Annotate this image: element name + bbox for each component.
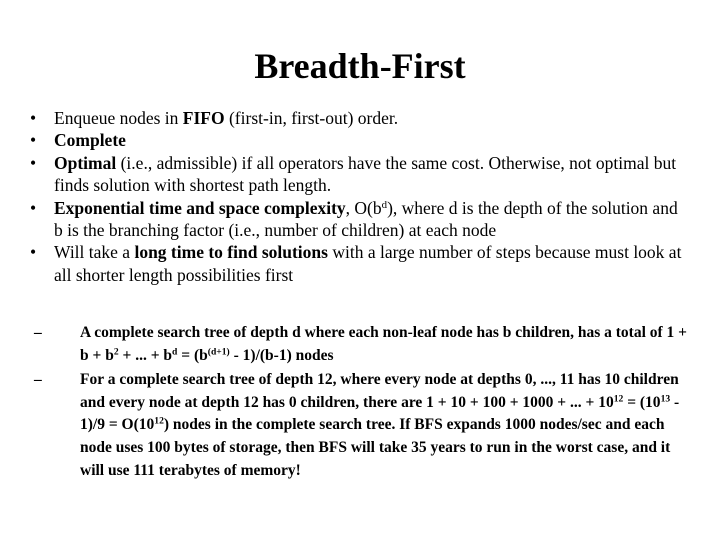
superscript: 13 xyxy=(660,393,671,405)
bullet-text: (first-in, first-out) order. xyxy=(224,108,399,128)
sub-bullet-marker: – xyxy=(34,371,42,389)
bullet-text: Will take a xyxy=(54,242,135,263)
sub-bullet-text: A complete search tree of depth d where each non-leaf node has b children, has a total of 1 + b + b xyxy=(80,324,687,364)
bullet-marker: • xyxy=(30,242,37,263)
bullet-marker: • xyxy=(30,130,37,151)
sub-bullet-marker: – xyxy=(34,324,42,341)
superscript: d xyxy=(172,346,178,358)
bullet-complexity xyxy=(30,197,690,242)
sub-bullet-example xyxy=(34,369,694,482)
bullet-text: ), where d is the depth of the solution and b is the branching factor (i.e., number of children) at each node xyxy=(54,197,678,241)
sub-bullet-text: - 1)/9 = O(10 xyxy=(80,393,680,434)
bullet-marker: • xyxy=(30,108,37,128)
bullet-complete xyxy=(30,129,690,151)
sub-bullet-text: = (b xyxy=(177,346,208,364)
sub-bullet-text: + ... + b xyxy=(118,346,173,364)
slide-title: Breadth-First xyxy=(254,46,466,86)
sub-bullet-text: = (10 xyxy=(623,393,661,411)
superscript: 12 xyxy=(613,393,624,405)
superscript: 12 xyxy=(154,416,164,428)
superscript: (d+1) xyxy=(207,346,230,358)
bullet-list xyxy=(30,107,690,286)
bullet-text: with a large number of steps because must look at all shorter length possibilities first xyxy=(54,242,682,285)
sub-bullet-tree-size xyxy=(34,322,694,367)
bullet-emphasis: long time to find solutions xyxy=(134,242,328,263)
bullet-marker: • xyxy=(30,197,37,218)
bullet-fifo xyxy=(30,107,690,129)
superscript: 2 xyxy=(113,346,119,358)
bullet-emphasis: Exponential time and space complexity xyxy=(54,197,346,218)
bullet-long-time xyxy=(30,241,690,286)
superscript: d xyxy=(381,198,388,211)
bullet-text: (i.e., admissible) if all operators have the same cost. Otherwise, not optimal but finds solution with shortest path length. xyxy=(54,152,677,196)
bullet-text: Enqueue nodes in xyxy=(54,108,183,128)
bullet-optimal xyxy=(30,152,690,197)
bullet-emphasis: Complete xyxy=(54,130,126,151)
sub-bullet-text: For a complete search tree of depth 12, where every node at depths 0, ..., 11 has 10 children and every node at depth 12 has 0 children, there are 1 + 10 + 100 + 1000 + ... + 10 xyxy=(80,371,679,411)
sub-bullet-list xyxy=(34,322,694,484)
bullet-text: , O(b xyxy=(345,197,382,218)
bullet-emphasis: Optimal xyxy=(54,152,117,173)
sub-bullet-text: - 1)/(b-1) nodes xyxy=(229,346,334,364)
bullet-emphasis: FIFO xyxy=(182,108,225,128)
sub-bullet-text: ) nodes in the complete search tree. If BFS expands 1000 nodes/sec and each node uses 100 bytes of storage, then BFS will take 35 years to run in the worst case, and it will use 111 terabytes of memory! xyxy=(80,416,671,479)
bullet-marker: • xyxy=(30,152,37,173)
